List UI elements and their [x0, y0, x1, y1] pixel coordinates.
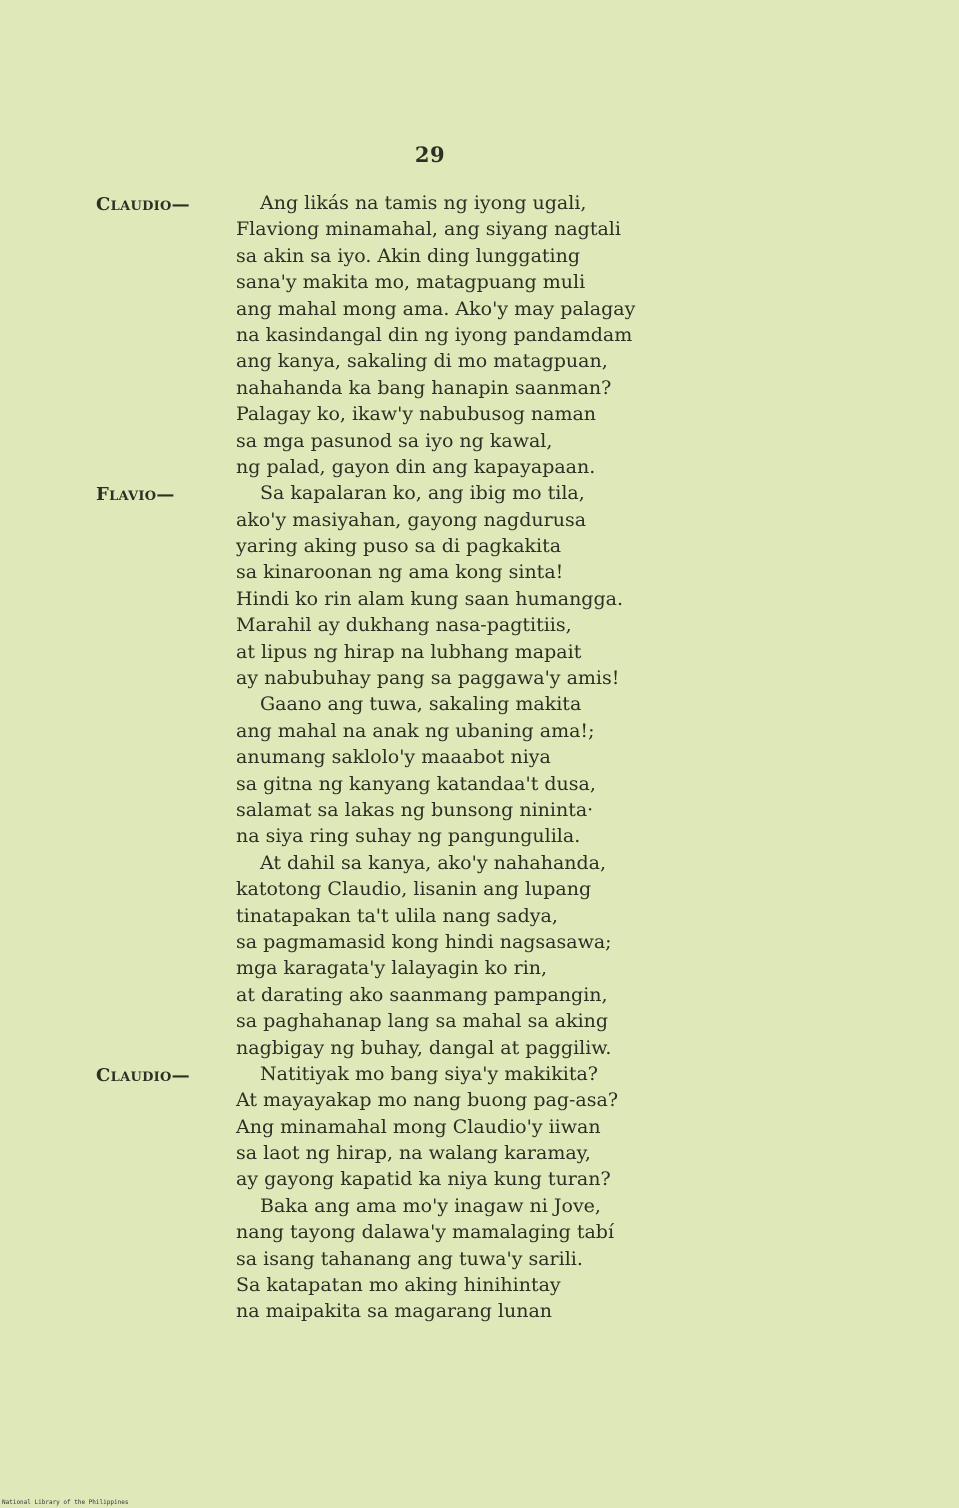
verse-line: At mayayakap mo nang buong pag-asa? — [236, 1089, 619, 1112]
verse-line: na kasindangal din ng iyong pandamdam — [236, 323, 633, 346]
speaker-label: Flavio— — [96, 484, 175, 506]
verse-line: katotong Claudio, lisanin ang lupang — [236, 878, 592, 901]
verse-line: ay gayong kapatid ka niya kung turan? — [236, 1168, 611, 1191]
verse-line: ay nabubuhay pang sa paggawa'y amis! — [236, 667, 620, 690]
verse-line: At dahil sa kanya, ako'y nahahanda, — [260, 851, 607, 874]
verse-line: ang mahal na anak ng ubaning ama!; — [236, 719, 595, 742]
verse-line: Ang likás na tamis ng iyong ugali, — [260, 192, 587, 214]
verse-line: sa laot ng hirap, na walang karamay, — [236, 1142, 591, 1165]
verse-line: Ang minamahal mong Claudio'y iiwan — [236, 1115, 601, 1138]
verse-line: ang kanya, sakaling di mo matagpuan, — [236, 350, 608, 373]
speaker-label: Claudio— — [96, 1065, 190, 1087]
verse-line: na maipakita sa magarang lunan — [236, 1300, 553, 1323]
verse-line: nang tayong dalawa'y mamalaging tabí — [236, 1221, 615, 1244]
verse-line: yaring aking puso sa di pagkakita — [236, 535, 562, 558]
verse-line: anumang saklolo'y maaabot niya — [236, 746, 551, 769]
verse-line: Sa katapatan mo aking hinihintay — [236, 1274, 561, 1297]
verse-line: sa gitna ng kanyang katandaa't dusa, — [236, 772, 596, 795]
speaker-label: Claudio— — [96, 194, 190, 215]
verse-line: sa pagmamasid kong hindi nagsasawa; — [236, 930, 612, 953]
verse-line: sa isang tahanang ang tuwa'y sarili. — [236, 1247, 583, 1270]
verse-line: salamat sa lakas ng bunsong nininta· — [236, 798, 594, 821]
verse-line: nahahanda ka bang hanapin saanman? — [236, 376, 612, 399]
verse-line: mga karagata'y lalayagin ko rin, — [236, 957, 548, 980]
verse-line: Sa kapalaran ko, ang ibig mo tila, — [260, 482, 585, 505]
verse-line: Palagay ko, ikaw'y nabubusog naman — [236, 403, 597, 426]
page-number: 29 — [414, 142, 446, 167]
verse-line: nagbigay ng buhay, dangal at paggiliw. — [236, 1036, 612, 1059]
footer-credit: National Library of the Philippines — [2, 1499, 129, 1506]
verse-line: ang mahal mong ama. Ako'y may palagay — [236, 297, 636, 320]
verse-line: sa mga pasunod sa iyo ng kawal, — [236, 429, 553, 452]
verse-body — [236, 190, 756, 1325]
verse-line: sa akin sa iyo. Akin ding lunggating — [236, 244, 581, 267]
verse-line: Hindi ko rin alam kung saan humangga. — [236, 587, 623, 610]
verse-line: Marahil ay dukhang nasa-pagtitiis, — [236, 614, 572, 637]
verse-line: ng palad, gayon din ang kapayapaan. — [236, 455, 596, 478]
verse-line: Gaano ang tuwa, sakaling makita — [260, 693, 582, 716]
verse-line: at darating ako saanmang pampangin, — [236, 983, 608, 1006]
verse-line: sa kinaroonan ng ama kong sinta! — [236, 561, 564, 584]
verse-line: at lipus ng hirap na lubhang mapait — [236, 640, 582, 663]
verse-line: ako'y masiyahan, gayong nagdurusa — [236, 508, 587, 531]
verse-line: na siya ring suhay ng pangungulila. — [236, 825, 581, 848]
verse-line: sa paghahanap lang sa mahal sa aking — [236, 1010, 609, 1033]
verse-line: Baka ang ama mo'y inagaw ni Jove, — [260, 1194, 601, 1217]
verse-line: tinatapakan ta't ulila nang sadya, — [236, 904, 558, 927]
verse-line: Flaviong minamahal, ang siyang nagtali — [236, 218, 621, 241]
verse-line: Natitiyak mo bang siya'y makikita? — [260, 1062, 598, 1085]
verse-line: sana'y makita mo, matagpuang muli — [236, 271, 586, 294]
